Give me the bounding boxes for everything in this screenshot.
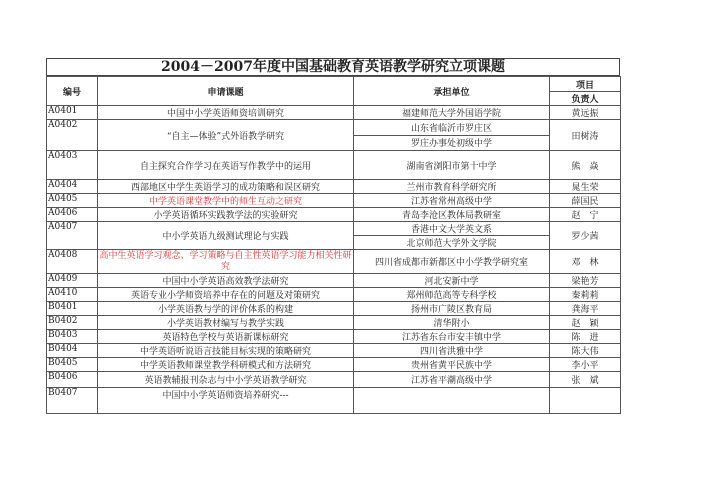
table-row (47, 288, 621, 302)
row-topic: 中国中小学英语高效教学法研究 (98, 274, 354, 288)
row-leader: 梁艳芳 (550, 274, 621, 288)
row-code: A0403 (47, 151, 98, 180)
row-unit: 青岛李沧区教体局教研室 (354, 208, 550, 222)
table-row (47, 120, 621, 136)
row-leader: 赵 颖 (550, 316, 621, 330)
row-code: B0402 (47, 316, 98, 330)
row-code: B0403 (47, 330, 98, 344)
row-topic: 中国中小学英语师资培养研究--- (98, 388, 354, 414)
row-code: A0407 (47, 222, 98, 250)
header-project: 项目 (550, 77, 621, 92)
row-code: A0406 (47, 208, 98, 222)
row-code: B0404 (47, 344, 98, 358)
row-unit: 河北安新中学 (354, 274, 550, 288)
row-leader: 田树涛 (550, 120, 621, 151)
row-unit: 罗庄办事处初级中学 (354, 135, 550, 151)
header-topic: 申请课题 (98, 77, 354, 106)
table-row (47, 222, 621, 236)
row-unit: 四川省洪雅中学 (354, 344, 550, 358)
table-row (47, 302, 621, 316)
row-topic: 小学英语教与学的评价体系的构建 (98, 302, 354, 316)
row-code: A0402 (47, 120, 98, 151)
row-unit: 兰州市教育科学研究所 (354, 180, 550, 194)
row-code: A0401 (47, 106, 98, 120)
header-leader: 负责人 (550, 92, 621, 106)
row-code: A0408 (47, 250, 98, 274)
row-unit: 四川省成都市新都区中小学教学研究室 (354, 250, 550, 274)
row-leader: 秦莉莉 (550, 288, 621, 302)
row-unit: 江苏省常州高级中学 (354, 194, 550, 208)
table-row (47, 330, 621, 344)
row-unit: 湖南省浏阳市第十中学 (354, 151, 550, 180)
row-topic: 中学英语听说语言技能目标实现的策略研究 (98, 344, 354, 358)
row-code: A0405 (47, 194, 98, 208)
row-unit: 江苏省平潮高级中学 (354, 372, 550, 388)
row-unit: 山东省临沂市罗庄区 (354, 120, 550, 136)
row-unit: 北京师范大学外文学院 (354, 236, 550, 250)
header-code: 编号 (47, 77, 98, 106)
row-topic: 中学英语教师课堂教学科研模式和方法研究 (98, 358, 354, 372)
table-row (47, 250, 621, 274)
table-row (47, 106, 621, 120)
row-leader: 邓 林 (550, 250, 621, 274)
row-leader: 罗少茜 (550, 222, 621, 250)
row-topic: 中小学英语九级测试理论与实践 (98, 222, 354, 250)
row-unit: 扬州市广陵区教育局 (354, 302, 550, 316)
document-title: 2004－2007年度中国基础教育英语教学研究立项课题 (46, 58, 620, 76)
row-leader: 薛国民 (550, 194, 621, 208)
table-row (47, 180, 621, 194)
table-row (47, 388, 621, 414)
table-row (47, 274, 621, 288)
header-unit: 承担单位 (354, 77, 550, 106)
row-code: B0401 (47, 302, 98, 316)
row-code: A0409 (47, 274, 98, 288)
row-leader: 陈 进 (550, 330, 621, 344)
row-topic: 小学英语教材编写与教学实践 (98, 316, 354, 330)
row-leader: 赵 宁 (550, 208, 621, 222)
row-leader: 陈大伟 (550, 344, 621, 358)
row-topic: 英语特色学校与英语新课标研究 (98, 330, 354, 344)
row-unit: 江苏省东台市安丰镇中学 (354, 330, 550, 344)
row-leader: 黄远振 (550, 106, 621, 120)
table-row (47, 316, 621, 330)
row-unit (354, 388, 550, 414)
row-code: B0407 (47, 388, 98, 414)
table-row (47, 151, 621, 180)
row-leader: 熊 焱 (550, 151, 621, 180)
row-code: A0404 (47, 180, 98, 194)
row-code: B0405 (47, 358, 98, 372)
table-row (47, 194, 621, 208)
row-unit: 郑州师范高等专科学校 (354, 288, 550, 302)
row-unit: 福建师范大学外国语学院 (354, 106, 550, 120)
row-topic: 小学英语循环实践教学法的实验研究 (98, 208, 354, 222)
row-unit: 香港中文大学英文系 (354, 222, 550, 236)
row-unit: 清华附小 (354, 316, 550, 330)
row-topic: 中国中小学英语师资培训研究 (98, 106, 354, 120)
row-topic: 高中生英语学习观念、学习策略与自主性英语学习能力相关性研究 (99, 250, 352, 272)
row-topic: 西部地区中学生英语学习的成功策略和误区研究 (98, 180, 354, 194)
row-topic: 中学英语课堂教学中的师生互动之研究 (98, 194, 354, 208)
table-row (47, 208, 621, 222)
row-code: A0410 (47, 288, 98, 302)
row-leader: 晁生荣 (550, 180, 621, 194)
table-row (47, 358, 621, 372)
row-topic: 自主探究合作学习在英语写作教学中的运用 (98, 151, 354, 180)
row-unit: 贵州省黄平民族中学 (354, 358, 550, 372)
row-leader: 李小平 (550, 358, 621, 372)
row-leader: 龚海平 (550, 302, 621, 316)
row-code: B0406 (47, 372, 98, 388)
row-topic: 英语教辅报刊杂志与中小学英语教学研究 (98, 372, 354, 388)
table-row (47, 344, 621, 358)
row-leader: 张 斌 (550, 372, 621, 388)
table-row (47, 372, 621, 388)
row-leader (550, 388, 621, 414)
row-topic: “自主—体验”式外语教学研究 (98, 120, 354, 151)
project-table (46, 76, 621, 414)
row-topic: 英语专业小学师资培养中存在的问题及对策研究 (98, 288, 354, 302)
